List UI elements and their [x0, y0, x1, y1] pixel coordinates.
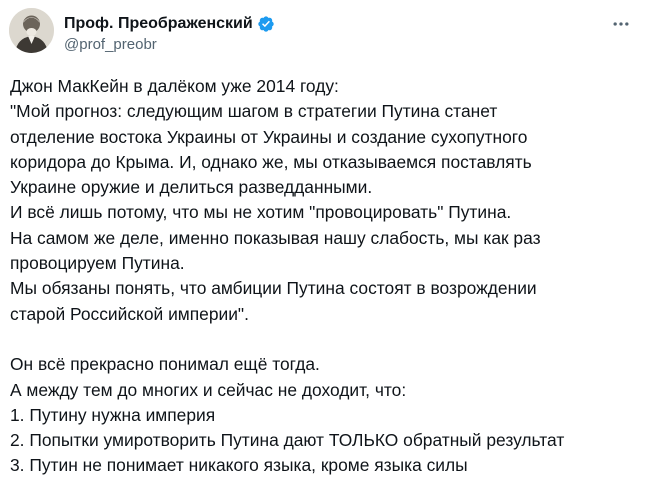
tweet-line: И всё лишь потому, что мы не хотим "провоцировать" Путина. — [10, 202, 512, 223]
tweet-text — [10, 74, 640, 479]
tweet-line: А между тем до многих и сейчас не доходит, что: — [10, 379, 407, 400]
more-options-button[interactable] — [609, 12, 633, 36]
tweet-line: "Мой прогноз: следующим шагом в стратегии Путина станет — [10, 101, 498, 122]
author-name-row — [64, 13, 275, 35]
tweet-line: 3. Путин не понимает никакого языка, кроме языка силы — [10, 455, 468, 476]
tweet-line: Мы обязаны понять, что амбиции Путина состоят в возрождении — [10, 278, 537, 299]
tweet-line: провоцируем Путина. — [10, 253, 185, 274]
tweet-line: старой Российской империи". — [10, 303, 249, 324]
tweet-line: коридора до Крыма. И, однако же, мы отказываемся поставлять — [10, 151, 532, 172]
verified-badge-icon — [257, 15, 275, 33]
tweet-line: На самом же деле, именно показывая нашу слабость, мы как раз — [10, 227, 541, 248]
more-options-icon — [611, 14, 631, 34]
author-handle[interactable]: @prof_preobr — [64, 36, 157, 53]
tweet-line: 1. Путину нужна империя — [10, 404, 216, 425]
tweet-line: Он всё прекрасно понимал ещё тогда. — [10, 354, 320, 375]
tweet-line: Украине оружие и делиться разведданными. — [10, 177, 373, 198]
tweet-line: отделение востока Украины от Украины и создание сухопутного — [10, 126, 528, 147]
author-display-name[interactable]: Проф. Преображенский — [64, 15, 253, 32]
tweet-blank-line — [10, 327, 640, 352]
portrait-avatar-icon — [9, 8, 54, 53]
tweet-line: Джон МакКейн в далёком уже 2014 году: — [10, 76, 339, 96]
author-avatar[interactable] — [9, 8, 54, 53]
tweet-line: 2. Попытки умиротворить Путина дают ТОЛЬКО обратный результат — [10, 430, 565, 451]
